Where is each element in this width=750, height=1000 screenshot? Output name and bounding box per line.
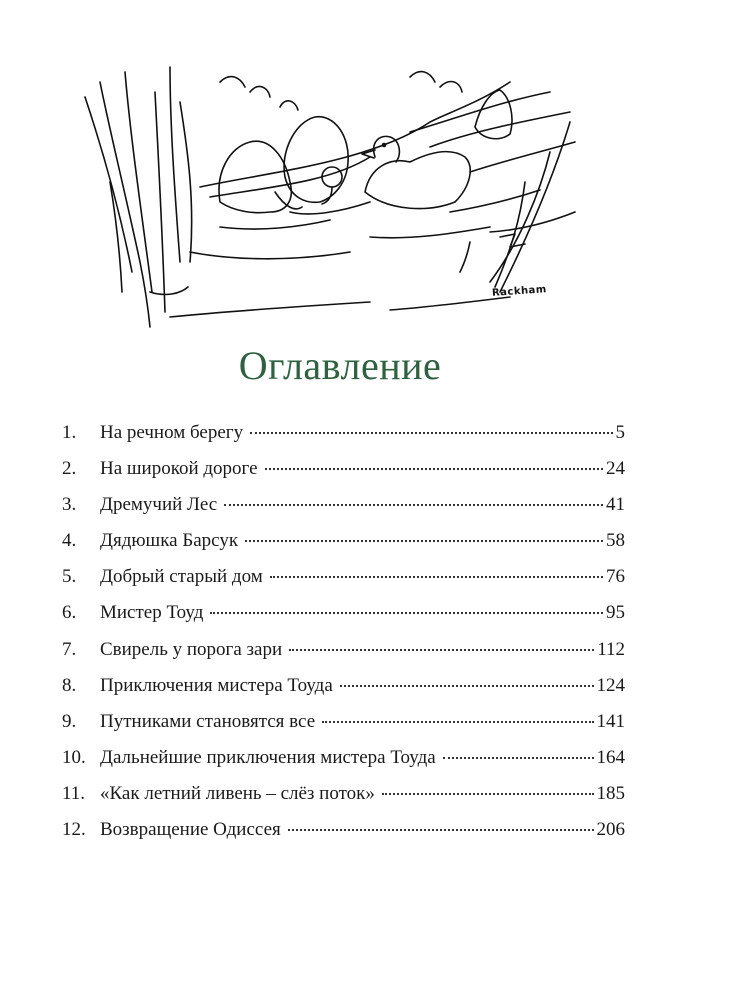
dot-leader [289,649,594,651]
toc-entry-page: 141 [596,710,625,732]
toc-entry[interactable] [62,530,625,566]
toc-entry-number: 2. [62,458,77,480]
dot-leader [288,829,594,831]
toc-entry-title: Дальнейшие приключения мистера Тоуда [100,746,436,768]
dot-leader [322,721,593,723]
artist-signature: Rackham [491,284,548,299]
toc-entry-page: 164 [596,746,625,768]
toc-entry-page: 112 [597,638,625,660]
toc-entry-title: На речном берегу [100,422,244,443]
toc-entry[interactable] [62,783,625,819]
toc-entry[interactable] [62,422,625,458]
dot-leader [265,468,603,470]
toc-entry-number: 7. [62,638,77,660]
toc-entry-page: 76 [606,566,625,588]
toc-entry-page: 206 [596,819,625,841]
table-of-contents [62,422,625,855]
toc-entry-page: 185 [596,782,625,804]
toc-entry-page: 5 [615,422,625,443]
toc-entry-title: На широкой дороге [100,458,258,480]
dot-leader [224,504,603,506]
toc-entry-page: 24 [606,458,625,480]
toc-entry[interactable] [62,639,625,675]
toc-entry-page: 41 [606,494,625,516]
toc-entry-number: 4. [62,530,77,552]
toc-entry-title: Добрый старый дом [100,566,263,588]
toc-entry-title: Дремучий Лес [100,494,218,516]
toc-entry-title: Дядюшка Барсук [100,530,239,552]
toc-entry-title: Возвращение Одиссея [100,819,281,841]
toc-entry-number: 6. [62,602,77,624]
toc-entry-number: 5. [62,566,77,588]
toc-entry-title: «Как летний ливень – слёз поток» [100,782,375,804]
toc-entry-number: 8. [62,674,77,696]
dot-leader [382,793,594,795]
toc-entry-number: 1. [62,422,77,443]
toc-entry[interactable] [62,675,625,711]
dot-leader [270,576,603,578]
toc-title: Оглавление [238,343,442,388]
toc-entry-title: Путниками становятся все [100,710,316,732]
toc-entry[interactable] [62,747,625,783]
toc-entry-number: 9. [62,710,77,732]
toc-entry[interactable] [62,819,625,855]
dot-leader [245,540,603,542]
toc-entry-number: 10. [62,746,86,768]
toc-entry[interactable] [62,458,625,494]
toc-entry[interactable] [62,566,625,602]
dot-leader [443,757,594,759]
toc-entry-page: 124 [596,674,625,696]
toc-entry-title: Приключения мистера Тоуда [100,674,333,696]
toc-entry[interactable] [62,602,625,638]
toc-entry-page: 95 [606,602,625,624]
toc-entry[interactable] [62,494,625,530]
dot-leader [340,685,594,687]
toc-entry-number: 12. [62,819,86,841]
dot-leader [210,612,603,614]
toc-entry-title: Мистер Тоуд [100,602,204,624]
toc-entry[interactable] [62,711,625,747]
toc-entry-number: 3. [62,494,77,516]
toc-entry-page: 58 [606,530,625,552]
toc-entry-number: 11. [62,782,86,804]
dot-leader [250,432,612,434]
toc-entry-title: Свирель у порога зари [100,638,283,660]
